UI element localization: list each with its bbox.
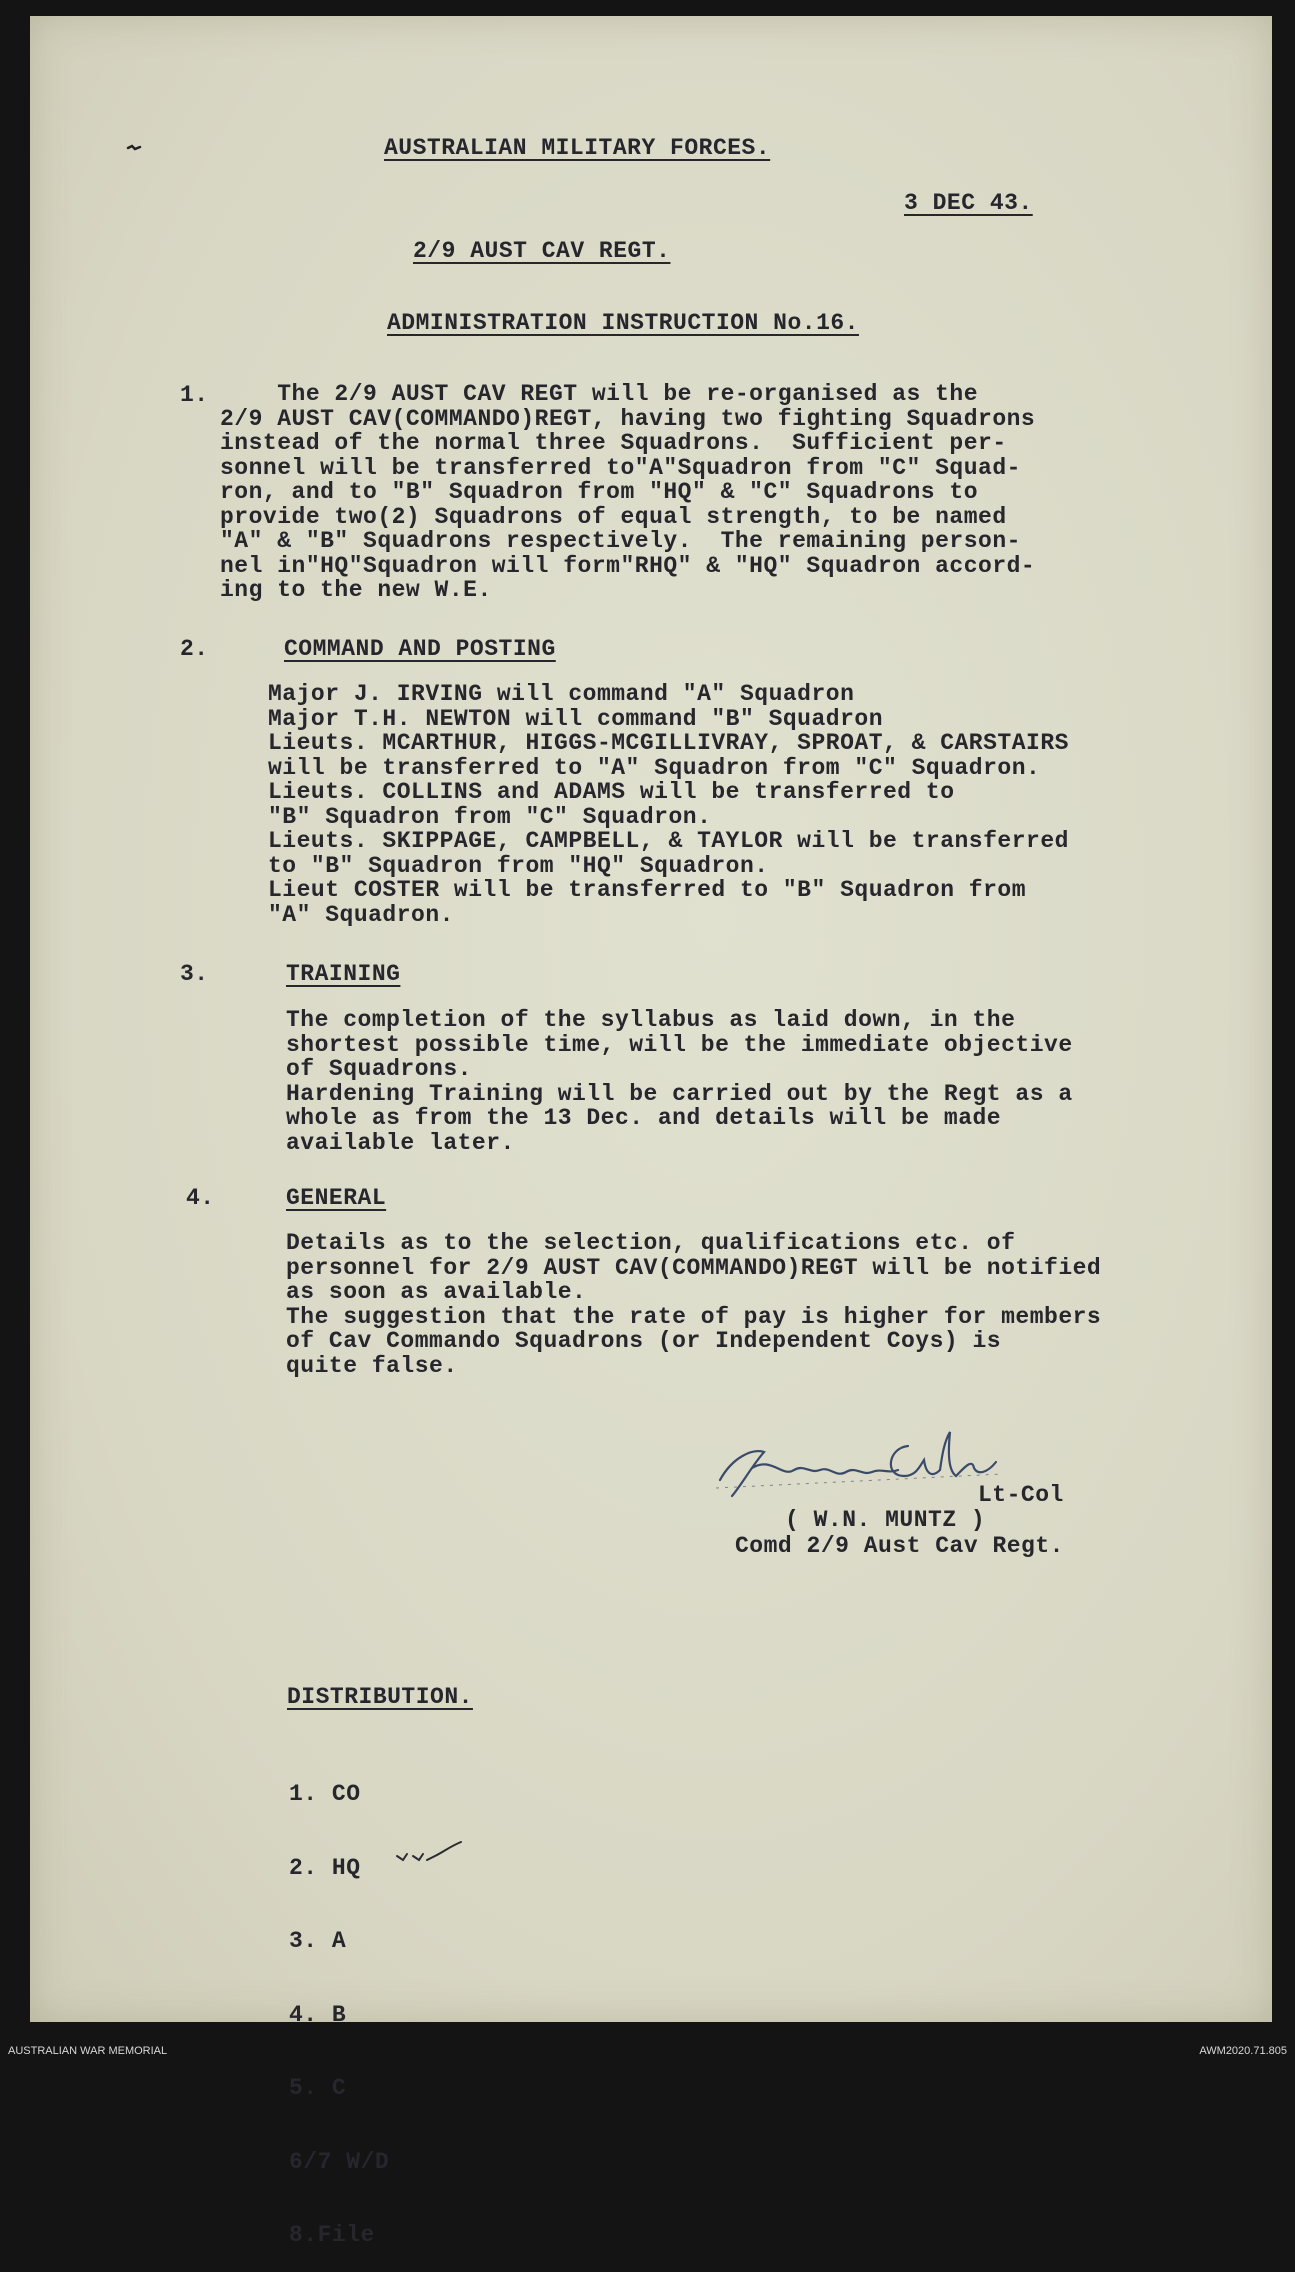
- section-number: 1.: [180, 382, 209, 408]
- document-date: 3 DEC 43.: [904, 190, 1033, 216]
- section-paragraph: The 2/9 AUST CAV REGT will be re-organised as the 2/9 AUST CAV(COMMANDO)REGT, having two fighting Squadrons instead of the normal three Squadrons. Sufficient per- sonnel will be transferred to"A"Squadron from "C" Squad- ron, and to "B" Squadron from "HQ" & "C" Squadrons to provide two(2) Squadrons of equal strength, to be named "A" & "B" Squadrons respectively. The remaining person- nel in"HQ"Squadron will form"RHQ" & "HQ" Squadron accord- ing to the new W.E.: [220, 381, 1036, 603]
- distribution-item: 4. B: [289, 2001, 347, 2028]
- footer-source: AUSTRALIAN WAR MEMORIAL: [8, 2045, 168, 2057]
- handwritten-tick-icon: [395, 1838, 465, 1868]
- section-paragraph: Details as to the selection, qualifications etc. of personnel for 2/9 AUST CAV(COMMANDO)REGT will be notified as soon as available. The suggestion that the rate of pay is higher for members of Cav Commando Squadrons (or Independent Coys) is quite false.: [286, 1230, 1102, 1379]
- section-number: 3.: [180, 961, 209, 987]
- ink-mark-icon: [126, 142, 142, 154]
- section-number: 2.: [180, 636, 209, 662]
- distribution-heading: DISTRIBUTION.: [287, 1684, 473, 1710]
- signatory-name: ( W.N. MUNTZ ): [785, 1507, 986, 1533]
- distribution-item: 3. A: [289, 1928, 347, 1954]
- section-heading: TRAINING: [286, 961, 401, 987]
- section-heading: GENERAL: [286, 1185, 387, 1211]
- section-paragraph: The completion of the syllabus as laid down, in the shortest possible time, will be the immediate objective of Squadrons. Hardening Training will be carried out by the Regt as a whole as from the 13 Dec. and details will be made available later.: [286, 1007, 1073, 1156]
- document-header: AUSTRALIAN MILITARY FORCES.: [384, 135, 771, 161]
- distribution-item: 8.File: [289, 2222, 375, 2248]
- distribution-list: [289, 1733, 389, 2272]
- signatory-appointment: Comd 2/9 Aust Cav Regt.: [735, 1533, 1064, 1559]
- section-number: 4.: [186, 1185, 215, 1211]
- distribution-item: 2. HQ: [289, 1854, 361, 1881]
- section-heading: COMMAND AND POSTING: [284, 636, 556, 662]
- distribution-item: 1. CO: [289, 1781, 361, 1807]
- document-title: ADMINISTRATION INSTRUCTION No.16.: [387, 310, 859, 336]
- handwritten-signature: [712, 1418, 1012, 1508]
- signatory-rank: Lt-Col: [978, 1482, 1064, 1508]
- footer-accession-number: AWM2020.71.805: [1199, 2045, 1287, 2057]
- unit-name: 2/9 AUST CAV REGT.: [413, 238, 671, 264]
- section-paragraph: Major J. IRVING will command "A" Squadron Major T.H. NEWTON will command "B" Squadron Lieuts. MCARTHUR, HIGGS-MCGILLIVRAY, SPROAT, & CARSTAIRS will be transferred to "A" Squadron from "C" Squadron. Lieuts. COLLINS and ADAMS will be transferred to "B" Squadron from "C" Squadron. Lieuts. SKIPPAGE, CAMPBELL, & TAYLOR will be transferred to "B" Squadron from "HQ" Squadron. Lieut COSTER will be transferred to "B" Squadron from "A" Squadron.: [268, 681, 1069, 928]
- distribution-item: 6/7 W/D: [289, 2148, 390, 2175]
- distribution-item: 5. C: [289, 2075, 347, 2101]
